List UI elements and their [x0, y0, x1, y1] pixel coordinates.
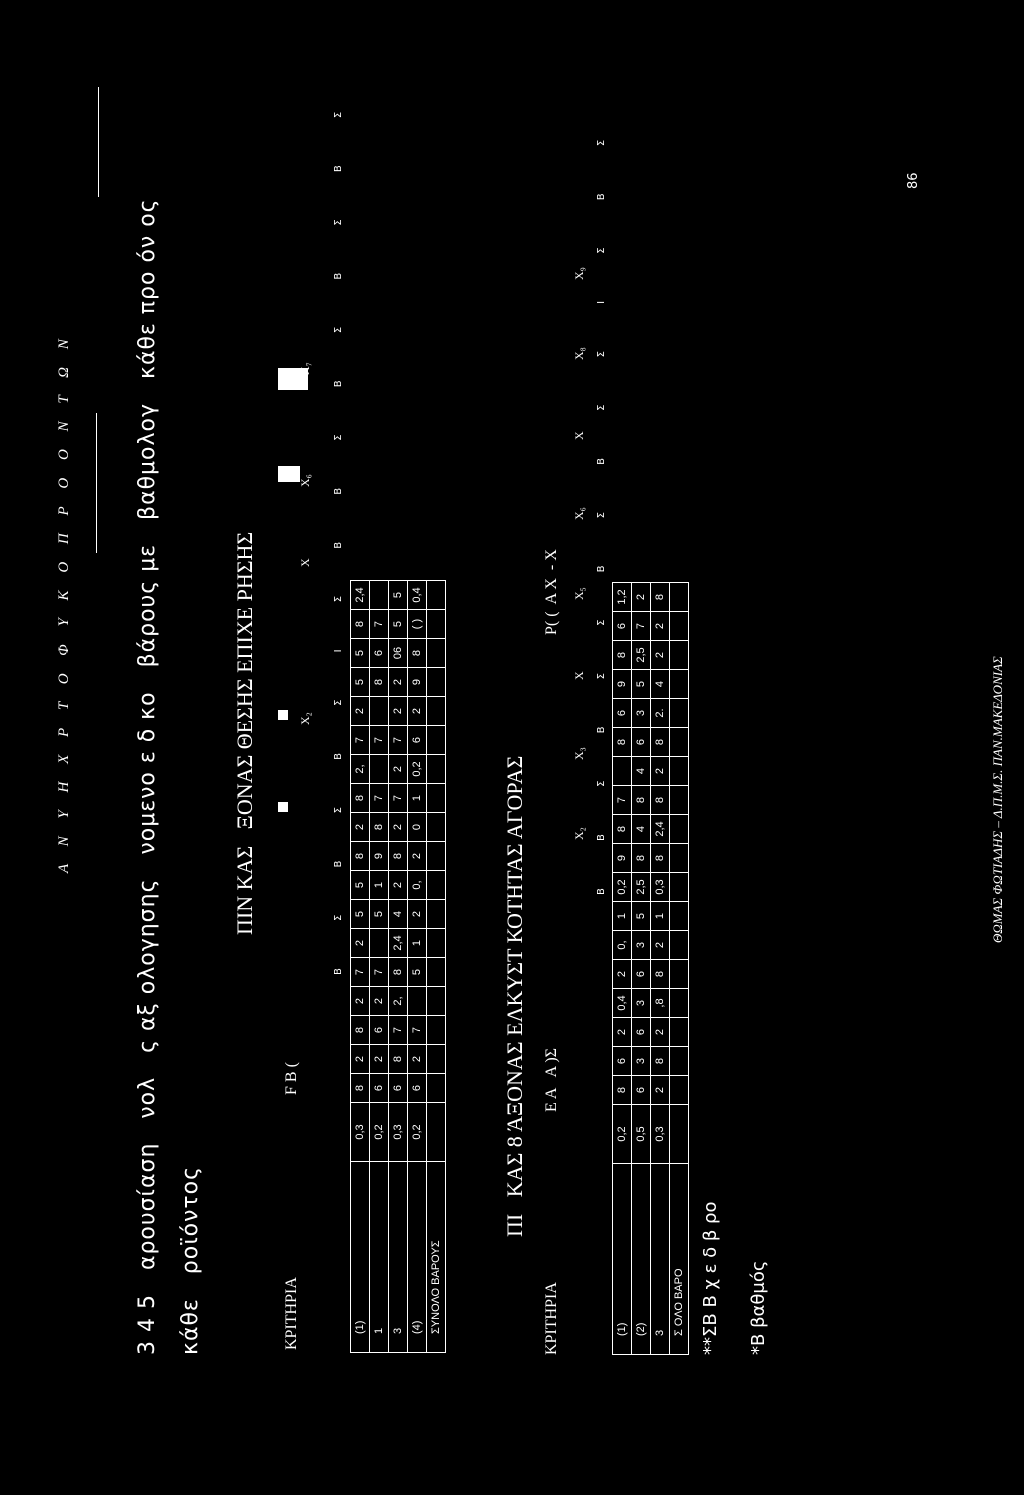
table-cell: 6 — [370, 639, 389, 668]
table-row — [613, 583, 632, 1355]
table-cell: 2 — [351, 813, 370, 842]
table-cell: 2 — [408, 1045, 427, 1074]
table-cell: 1 — [613, 902, 632, 931]
table-cell: 2,4 — [389, 929, 408, 958]
table-cell: 8 — [389, 958, 408, 987]
table2-col-head-x3: X₃ — [572, 747, 586, 760]
table1-title: ΠΙΝ ΚΑΣ ΞΟΝΑΣ ΘΕΣΗΣ ΕΠΙΧΕ ΡΗΣΗΣ — [232, 531, 257, 935]
table-cell: 8 — [651, 960, 670, 989]
table2-body — [613, 583, 689, 1355]
table-cell — [408, 987, 427, 1016]
table-row — [651, 583, 670, 1355]
table-cell — [670, 1047, 689, 1076]
table-cell: 2, — [351, 755, 370, 784]
table-cell: 7 — [632, 612, 651, 641]
row-label: (1) — [351, 1162, 370, 1353]
table-cell: 6 — [632, 728, 651, 757]
table-cell: 8 — [389, 1045, 408, 1074]
table-cell — [370, 697, 389, 726]
table2-col-head-x2: X₂ — [572, 827, 586, 840]
table-cell: 3 — [632, 699, 651, 728]
table2-footnote-1: **ΣΒ Β χ ε δ β ρο — [700, 1201, 721, 1355]
table-cell — [427, 639, 446, 668]
row-weight — [670, 1105, 689, 1164]
table-cell: 0,2 — [408, 755, 427, 784]
table-cell: 6 — [632, 1076, 651, 1105]
table-cell: 9 — [613, 844, 632, 873]
table-cell — [670, 641, 689, 670]
table-cell: 2 — [408, 842, 427, 871]
table-cell: 6 — [613, 1047, 632, 1076]
table-cell: 2 — [651, 1076, 670, 1105]
table-row — [351, 581, 370, 1353]
table-cell — [670, 844, 689, 873]
table-cell: 2,5 — [632, 873, 651, 902]
table-cell — [427, 1016, 446, 1045]
table-cell: 5 — [389, 610, 408, 639]
table-cell: 8 — [351, 610, 370, 639]
table2-col-head-x6: X₆ — [572, 507, 586, 520]
table1-criteria-label: ΚΡΙΤΗΡΙΑ — [283, 1277, 300, 1350]
table-cell — [370, 581, 389, 610]
table-row — [427, 581, 446, 1353]
table-cell: 8 — [408, 639, 427, 668]
table-cell — [670, 1018, 689, 1047]
table-cell: 7 — [370, 958, 389, 987]
table-cell: 8 — [613, 815, 632, 844]
table-cell: 2 — [651, 757, 670, 786]
table-cell: 1 — [408, 784, 427, 813]
table-cell: 2 — [389, 668, 408, 697]
table1-col-head-x6: X₆ — [298, 474, 312, 487]
table-cell — [670, 612, 689, 641]
row-label: 1 — [370, 1162, 389, 1353]
table-cell: 4 — [632, 815, 651, 844]
table-cell: 8 — [632, 786, 651, 815]
table-cell: 1,2 — [613, 583, 632, 612]
table-cell: 5 — [370, 900, 389, 929]
row-weight: 0,3 — [651, 1105, 670, 1164]
table-cell — [427, 726, 446, 755]
table-cell — [670, 873, 689, 902]
table-cell: 0, — [613, 931, 632, 960]
table-cell — [427, 784, 446, 813]
table-cell: 7 — [351, 726, 370, 755]
table-cell — [670, 786, 689, 815]
intro-line-1: 3 4 5 αρουσίαση νολ ς αξ ολογησης νομενο ε δ κο βάρους με βαθμολογ κάθε προ όν ος — [135, 198, 160, 1355]
table-cell: 6 — [370, 1016, 389, 1045]
table-cell: 4 — [389, 900, 408, 929]
table-cell: 7 — [408, 1016, 427, 1045]
table-cell: 2,4 — [651, 815, 670, 844]
table1-mark-1 — [278, 802, 288, 812]
table-cell: 2 — [389, 871, 408, 900]
table-cell — [427, 987, 446, 1016]
row-label: 3 — [389, 1162, 408, 1353]
table-cell: 0,3 — [651, 873, 670, 902]
table-cell: 6 — [613, 699, 632, 728]
table-cell: 5 — [351, 668, 370, 697]
table-cell: 8 — [370, 813, 389, 842]
table2-col-head-x9: X₉ — [572, 267, 586, 280]
table-row — [632, 583, 651, 1355]
row-weight: 0,2 — [408, 1103, 427, 1162]
table-cell: 6 — [408, 1074, 427, 1103]
table1-col-head-x: X — [298, 558, 312, 567]
table-cell: 3 — [632, 989, 651, 1018]
table-cell: 8 — [389, 842, 408, 871]
table-cell — [670, 902, 689, 931]
table-cell: 6 — [408, 726, 427, 755]
table-cell: 2 — [389, 755, 408, 784]
table-cell: 5 — [408, 958, 427, 987]
table-cell: 2 — [408, 697, 427, 726]
row-weight: 0,2 — [613, 1105, 632, 1164]
table-cell — [427, 755, 446, 784]
table-cell: 8 — [370, 668, 389, 697]
table-cell — [670, 757, 689, 786]
table-cell: 8 — [351, 842, 370, 871]
table-cell: ,8 — [651, 989, 670, 1018]
row-label: (4) — [408, 1162, 427, 1353]
table-cell: 7 — [370, 610, 389, 639]
table-cell: 2 — [351, 987, 370, 1016]
table-cell: 9 — [370, 842, 389, 871]
table1-col-head-x2: X₂ — [298, 712, 312, 725]
table-cell: 4 — [632, 757, 651, 786]
table-cell: 0, — [408, 871, 427, 900]
table-cell: 7 — [389, 1016, 408, 1045]
table2-title: ΠΙ ΚΑΣ 8 ΆΞΟΝΑΣ ΕΛΚΥΣΤ ΚΟΤΗΤΑΣ ΑΓΟΡΑΣ — [502, 755, 527, 1237]
table-cell: 9 — [408, 668, 427, 697]
table-cell: 8 — [651, 786, 670, 815]
table-cell: 2 — [651, 1018, 670, 1047]
table2-sub-heads: Β Β Σ Β Σ Σ Β Σ Β Σ Σ Ι Σ Β Σ — [596, 117, 607, 895]
table-cell: 2 — [351, 929, 370, 958]
table-cell: 7 — [370, 784, 389, 813]
table2-col-head-x4: X — [572, 671, 586, 680]
page-footer: ΘΩΜΑΣ ΦΩΤΙΑΔΗΣ – Δ.Π.Μ.Σ. ΠΑΝ.ΜΑΚΕΔΟΝΙΑΣ — [990, 656, 1005, 943]
row-label: Σ ΟΛΟ ΒΑΡΟ — [670, 1164, 689, 1355]
table-cell: 5 — [351, 900, 370, 929]
table-cell: 2 — [370, 1045, 389, 1074]
table-cell: 5 — [632, 670, 651, 699]
table-cell: 3 — [632, 1047, 651, 1076]
table-cell: 0,2 — [613, 873, 632, 902]
table-cell — [670, 699, 689, 728]
table-cell: 2 — [408, 900, 427, 929]
table-cell: 6 — [632, 1018, 651, 1047]
table-cell: 6 — [389, 1074, 408, 1103]
table-cell: 2 — [389, 813, 408, 842]
table-cell — [427, 610, 446, 639]
table-cell: 2 — [613, 1018, 632, 1047]
table-cell: 5 — [351, 639, 370, 668]
table-cell: 9 — [613, 670, 632, 699]
table-cell: 1 — [408, 929, 427, 958]
table-cell: 7 — [389, 726, 408, 755]
table-cell — [427, 581, 446, 610]
table-cell: 3 — [632, 931, 651, 960]
table-cell: 4 — [651, 670, 670, 699]
running-head-rule — [96, 413, 97, 553]
table-cell: 7 — [370, 726, 389, 755]
table-cell: 8 — [613, 1076, 632, 1105]
table-cell: 2 — [370, 987, 389, 1016]
table-cell: 2 — [351, 697, 370, 726]
table-cell: 8 — [651, 728, 670, 757]
top-right-rule — [98, 87, 99, 197]
table1-mark-2 — [278, 710, 288, 720]
table-cell: 1 — [651, 902, 670, 931]
table-cell: 5 — [389, 581, 408, 610]
table2-middle-fragment: Ρ( ( Α Χ - Χ — [543, 549, 560, 635]
table-cell — [427, 813, 446, 842]
table-cell — [670, 1076, 689, 1105]
table-cell: 7 — [389, 784, 408, 813]
table-cell — [670, 989, 689, 1018]
table1-grid — [350, 580, 446, 1353]
table-cell — [670, 815, 689, 844]
table-cell — [427, 668, 446, 697]
table-cell: 0 — [408, 813, 427, 842]
table-cell: 8 — [651, 844, 670, 873]
table-row — [370, 581, 389, 1353]
row-label: (1) — [613, 1164, 632, 1355]
table-cell — [427, 697, 446, 726]
table-cell — [613, 757, 632, 786]
row-weight: 0,3 — [389, 1103, 408, 1162]
table-cell: 2 — [613, 960, 632, 989]
table-row — [389, 581, 408, 1353]
intro-line-2: κάθε ροϊόντος — [178, 1165, 203, 1355]
table-cell — [670, 931, 689, 960]
row-weight: 0,5 — [632, 1105, 651, 1164]
table-cell: 2,4 — [351, 581, 370, 610]
table-cell: 8 — [351, 1016, 370, 1045]
table-cell: 8 — [651, 1047, 670, 1076]
table-cell: ( ) — [408, 610, 427, 639]
table-cell — [427, 871, 446, 900]
table-cell: 2,5 — [632, 641, 651, 670]
table-cell: 8 — [651, 583, 670, 612]
table-cell: 7 — [351, 958, 370, 987]
table1-mark-3 — [278, 466, 300, 482]
table1-col-head-x7: X₇ — [298, 362, 312, 375]
row-weight: 0,2 — [370, 1103, 389, 1162]
row-label: (2) — [632, 1164, 651, 1355]
table-cell — [427, 900, 446, 929]
table-cell — [670, 670, 689, 699]
table-cell: 2, — [389, 987, 408, 1016]
table-cell: 0,4 — [613, 989, 632, 1018]
table2-grid — [612, 582, 689, 1355]
table-cell — [427, 958, 446, 987]
table2-criteria-label: ΚΡΙΤΗΡΙΑ — [543, 1282, 560, 1355]
table-cell — [427, 842, 446, 871]
page-number: 86 — [906, 172, 921, 189]
table-cell: 8 — [613, 728, 632, 757]
table-cell — [670, 728, 689, 757]
table1-body — [351, 581, 446, 1353]
table-row — [670, 583, 689, 1355]
table1-header-fragment: F Β ( — [283, 1062, 300, 1095]
table-cell: 8 — [351, 1074, 370, 1103]
row-weight: 0,3 — [351, 1103, 370, 1162]
table-cell — [670, 583, 689, 612]
table-cell — [370, 755, 389, 784]
table-cell: 5 — [351, 871, 370, 900]
table-cell: 2. — [651, 699, 670, 728]
table-row — [408, 581, 427, 1353]
table-cell: 8 — [351, 784, 370, 813]
table-cell: 5 — [632, 902, 651, 931]
table-cell: 2 — [651, 931, 670, 960]
table-cell: 2 — [351, 1045, 370, 1074]
table-cell — [370, 929, 389, 958]
table-cell: 7 — [613, 786, 632, 815]
table2-col-head-x5: X₅ — [572, 587, 586, 600]
table-cell: 0,4 — [408, 581, 427, 610]
table-cell: 8 — [613, 641, 632, 670]
table-cell: 8 — [632, 844, 651, 873]
table-cell — [670, 960, 689, 989]
row-label: 3 — [651, 1164, 670, 1355]
row-weight — [427, 1103, 446, 1162]
table-cell: 2 — [651, 612, 670, 641]
table2-col-head-x7: X — [572, 431, 586, 440]
table2-header-fragment: Ε Α Α )Σ — [543, 1048, 560, 1112]
table-cell — [427, 1074, 446, 1103]
table-cell: 2 — [632, 583, 651, 612]
table2-footnote-2: *Β βαθμός — [748, 1260, 769, 1355]
running-head: Α Ν Υ Η Χ Ρ Τ Ο Φ Υ Κ Ο Π Ρ Ο Ο Ν Τ Ω Ν — [56, 332, 72, 873]
table-cell: 6 — [613, 612, 632, 641]
table-cell: 2 — [651, 641, 670, 670]
table-cell — [427, 929, 446, 958]
table-cell: 1 — [370, 871, 389, 900]
table-cell: 6 — [632, 960, 651, 989]
table-cell: 2 — [389, 697, 408, 726]
table-cell: 06 — [389, 639, 408, 668]
table1-sub-heads: Β Σ Β Σ Β Σ Ι Σ Β Β Σ Β Σ Β Σ Β Σ — [333, 89, 344, 975]
row-label: ΣΥΝΟΛΟ ΒΑΡΟΥΣ — [427, 1162, 446, 1353]
table2-col-head-x8: X₈ — [572, 347, 586, 360]
table-cell: 6 — [370, 1074, 389, 1103]
table-cell — [427, 1045, 446, 1074]
